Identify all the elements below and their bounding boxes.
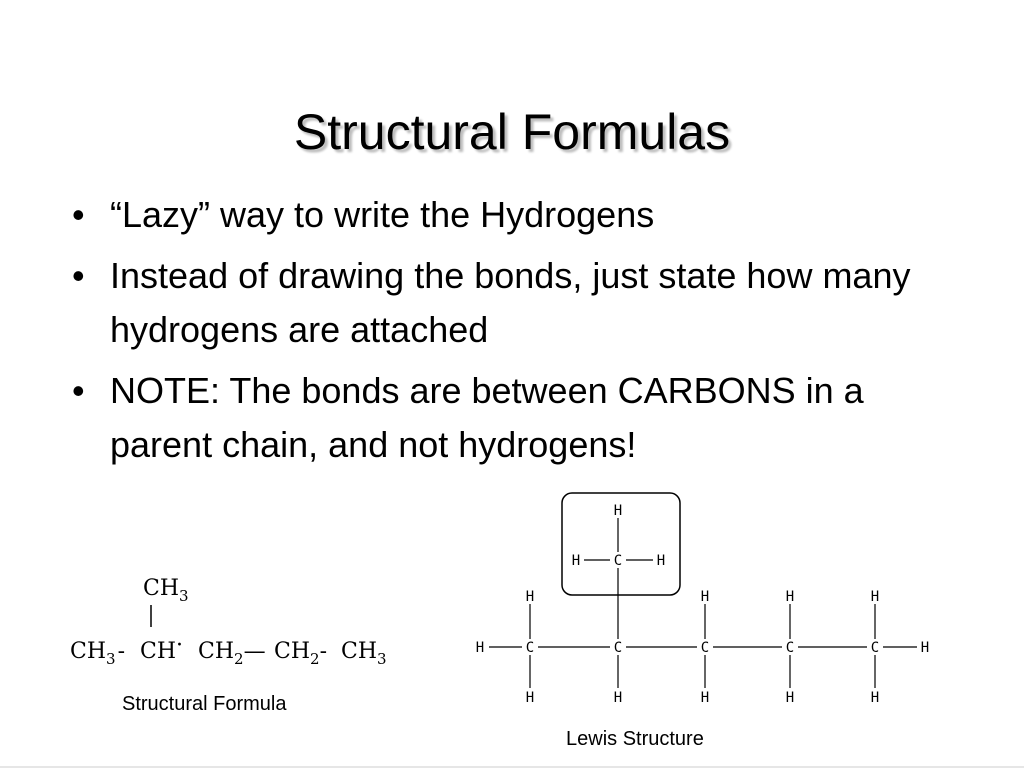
lewis-hydrogen: H xyxy=(870,589,880,605)
lewis-hydrogen: H xyxy=(785,589,795,605)
chain-group: $CH_2—$ xyxy=(198,639,266,668)
lewis-structure-diagram xyxy=(462,488,952,718)
main-chain xyxy=(70,633,387,668)
lewis-hydrogen: H xyxy=(613,503,623,519)
chain-group: $CH_3$ xyxy=(341,639,387,668)
chain-group: $CH_3-$ xyxy=(70,639,126,668)
bullet-dot: • xyxy=(72,255,85,296)
lewis-structure-caption: Lewis Structure xyxy=(566,728,704,750)
lewis-hydrogen: H xyxy=(475,640,485,656)
lewis-hydrogen: H xyxy=(656,553,666,569)
structural-formula-diagram xyxy=(60,565,400,675)
branch-ch-label: $CH_3$ xyxy=(143,576,189,605)
lewis-hydrogen: H xyxy=(700,589,710,605)
slide-title: Structural Formulas xyxy=(293,104,731,160)
lewis-carbon: C xyxy=(700,640,710,656)
lewis-hydrogen: H xyxy=(525,690,535,706)
lewis-hydrogen: H xyxy=(920,640,930,656)
lewis-hydrogen: H xyxy=(870,690,880,706)
chain-group: $CH_2-$ xyxy=(274,639,328,668)
chain-group: CH· xyxy=(140,633,184,664)
lewis-hydrogen: H xyxy=(525,589,535,605)
lewis-carbon: C xyxy=(525,640,535,656)
lewis-carbon: C xyxy=(870,640,880,656)
bullet-item xyxy=(68,249,948,357)
lewis-carbon: C xyxy=(785,640,795,656)
lewis-carbon: C xyxy=(613,553,623,569)
bullet-dot: • xyxy=(72,370,85,411)
bullet-text: Instead of drawing the bonds, just state how many hydrogens are attached xyxy=(110,255,911,350)
lewis-hydrogen: H xyxy=(700,690,710,706)
bullet-text: “Lazy” way to write the Hydrogens xyxy=(110,194,655,235)
bullet-item xyxy=(68,188,948,242)
lewis-carbon: C xyxy=(613,640,623,656)
bullet-text: NOTE: The bonds are between CARBONS in a parent chain, and not hydrogens! xyxy=(110,370,864,465)
lewis-hydrogen: H xyxy=(785,690,795,706)
bullet-item xyxy=(68,364,948,472)
structural-formula-caption: Structural Formula xyxy=(122,693,287,715)
lewis-hydrogen: H xyxy=(571,553,581,569)
bullet-dot: • xyxy=(72,194,85,235)
lewis-hydrogen: H xyxy=(613,690,623,706)
bullet-list xyxy=(68,188,948,479)
